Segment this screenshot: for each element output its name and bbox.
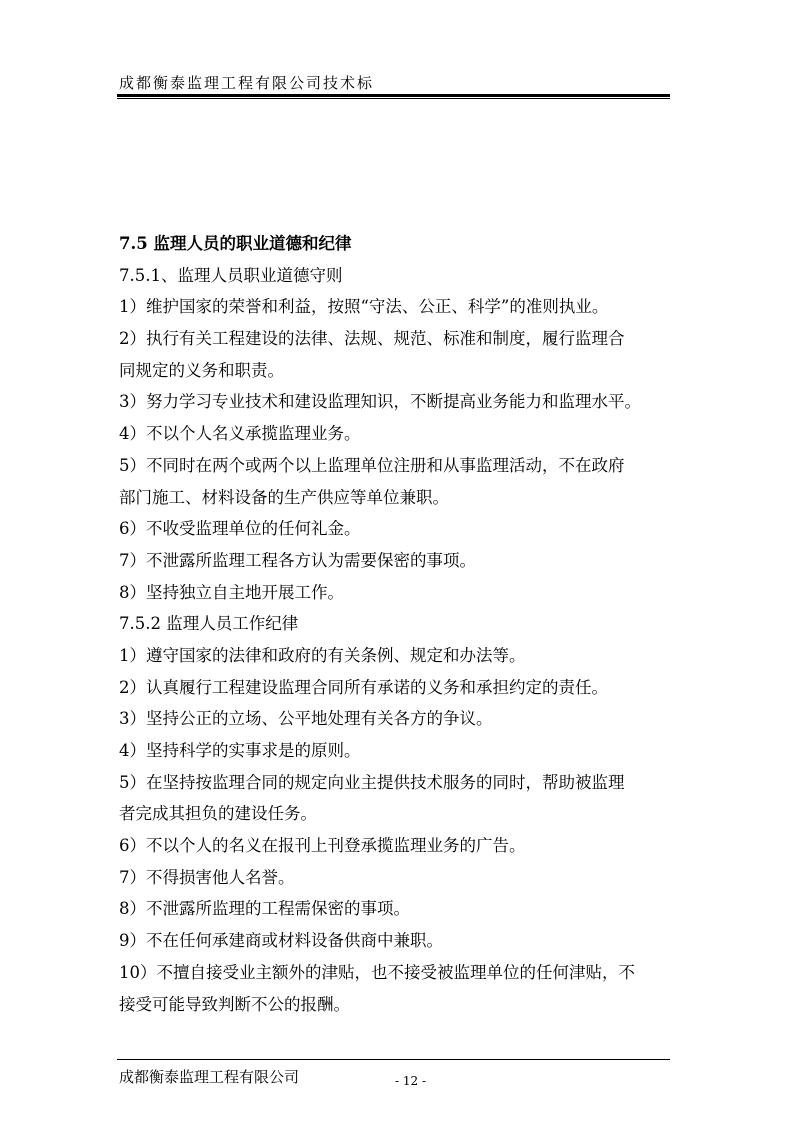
body-line: 1）遵守国家的法律和政府的有关条例、规定和办法等。 <box>119 645 526 665</box>
document-body <box>119 228 701 1020</box>
body-line: 9）不在任何承建商或材料设备供商中兼职。 <box>119 931 443 951</box>
body-line: 7）不泄露所监理工程各方认为需要保密的事项。 <box>119 550 476 570</box>
section-title: 7.5 监理人员的职业道德和纪律 <box>119 234 352 253</box>
body-line: 7.5.2 监理人员工作纪律 <box>119 614 299 634</box>
body-line: 2）认真履行工程建设监理合同所有承诺的义务和承担约定的责任。 <box>119 677 608 697</box>
header-divider-thick <box>117 94 670 97</box>
body-line: 8）坚持独立自主地开展工作。 <box>119 582 344 602</box>
body-line: 5）在坚持按监理合同的规定向业主提供技术服务的同时，帮助被监理 <box>119 772 625 792</box>
body-line: 5）不同时在两个或两个以上监理单位注册和从事监理活动，不在政府 <box>119 455 625 475</box>
body-line: 者完成其担负的建设任务。 <box>119 804 317 824</box>
body-line: 1）维护国家的荣誉和利益，按照“守法、公正、科学”的准则执业。 <box>119 297 609 317</box>
footer-divider <box>117 1059 670 1060</box>
body-line: 10）不擅自接受业主额外的津贴，也不接受被监理单位的任何津贴，不 <box>119 962 635 982</box>
body-line: 2）执行有关工程建设的法律、法规、规范、标准和制度，履行监理合 <box>119 329 625 349</box>
body-line: 4）不以个人名义承揽监理业务。 <box>119 424 361 444</box>
header-title: 成都衡泰监理工程有限公司技术标 <box>119 74 375 92</box>
body-line: 3）坚持公正的立场、公平地处理有关各方的争议。 <box>119 709 493 729</box>
body-line: 6）不收受监理单位的任何礼金。 <box>119 519 361 539</box>
header-divider-thin <box>117 98 670 99</box>
body-line: 接受可能导致判断不公的报酬。 <box>119 994 350 1014</box>
footer-company: 成都衡泰监理工程有限公司 <box>119 1068 300 1086</box>
body-line: 8）不泄露所监理的工程需保密的事项。 <box>119 899 410 919</box>
body-line: 7）不得损害他人名誉。 <box>119 867 295 887</box>
body-line: 部门施工、材料设备的生产供应等单位兼职。 <box>119 487 449 507</box>
body-line: 同规定的义务和职责。 <box>119 360 284 380</box>
body-line: 3）努力学习专业技术和建设监理知识，不断提高业务能力和监理水平。 <box>119 392 641 412</box>
page-number: - 12 - <box>395 1074 427 1088</box>
body-line: 6）不以个人的名义在报刊上刊登承揽监理业务的广告。 <box>119 836 526 856</box>
body-line: 4）坚持科学的实事求是的原则。 <box>119 741 361 760</box>
body-line: 7.5.1、监理人员职业道德守则 <box>119 265 343 285</box>
